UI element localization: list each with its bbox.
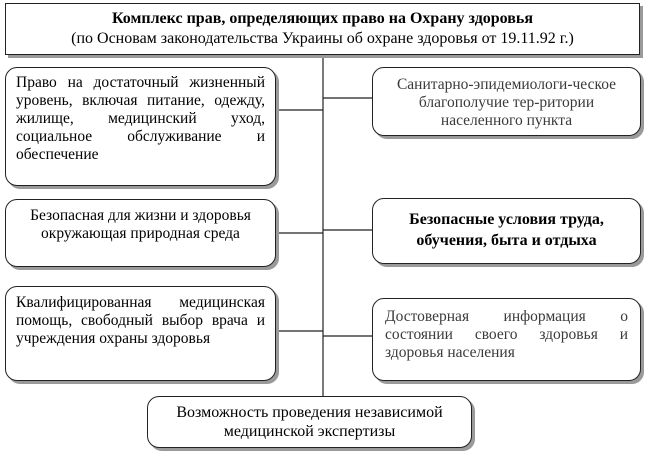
diagram-subtitle: (по Основам законодательства Украины об охране здоровья от 19.11.92 г.) (71, 30, 574, 47)
right-box-3: Достоверная информация о состоянии своего здоровья и здоровья населения (372, 298, 641, 381)
diagram-title: Комплекс прав, определяющих право на Охрану здоровья (111, 10, 534, 27)
left-box-3: Квалифицированная медицинская помощь, свободный выбор врача и учреждения охраны здоровья (5, 286, 276, 381)
left-box-1: Право на достаточный жизненный уровень, включая питание, одежду, жилище, медицинский уход, социальное обслуживание и обеспечение (5, 67, 276, 186)
right-box-1: Санитарно-эпидемиологи-ческое благополучие тер-ритории населенного пункта (372, 67, 641, 136)
left-box-2: Безопасная для жизни и здоровья окружающая природная среда (5, 199, 276, 267)
title-box (5, 3, 640, 55)
bottom-box: Возможность проведения независимой медицинской экспертизы (147, 396, 472, 448)
right-box-2: Безопасные условия труда, обучения, быта и отдыха (372, 198, 641, 264)
